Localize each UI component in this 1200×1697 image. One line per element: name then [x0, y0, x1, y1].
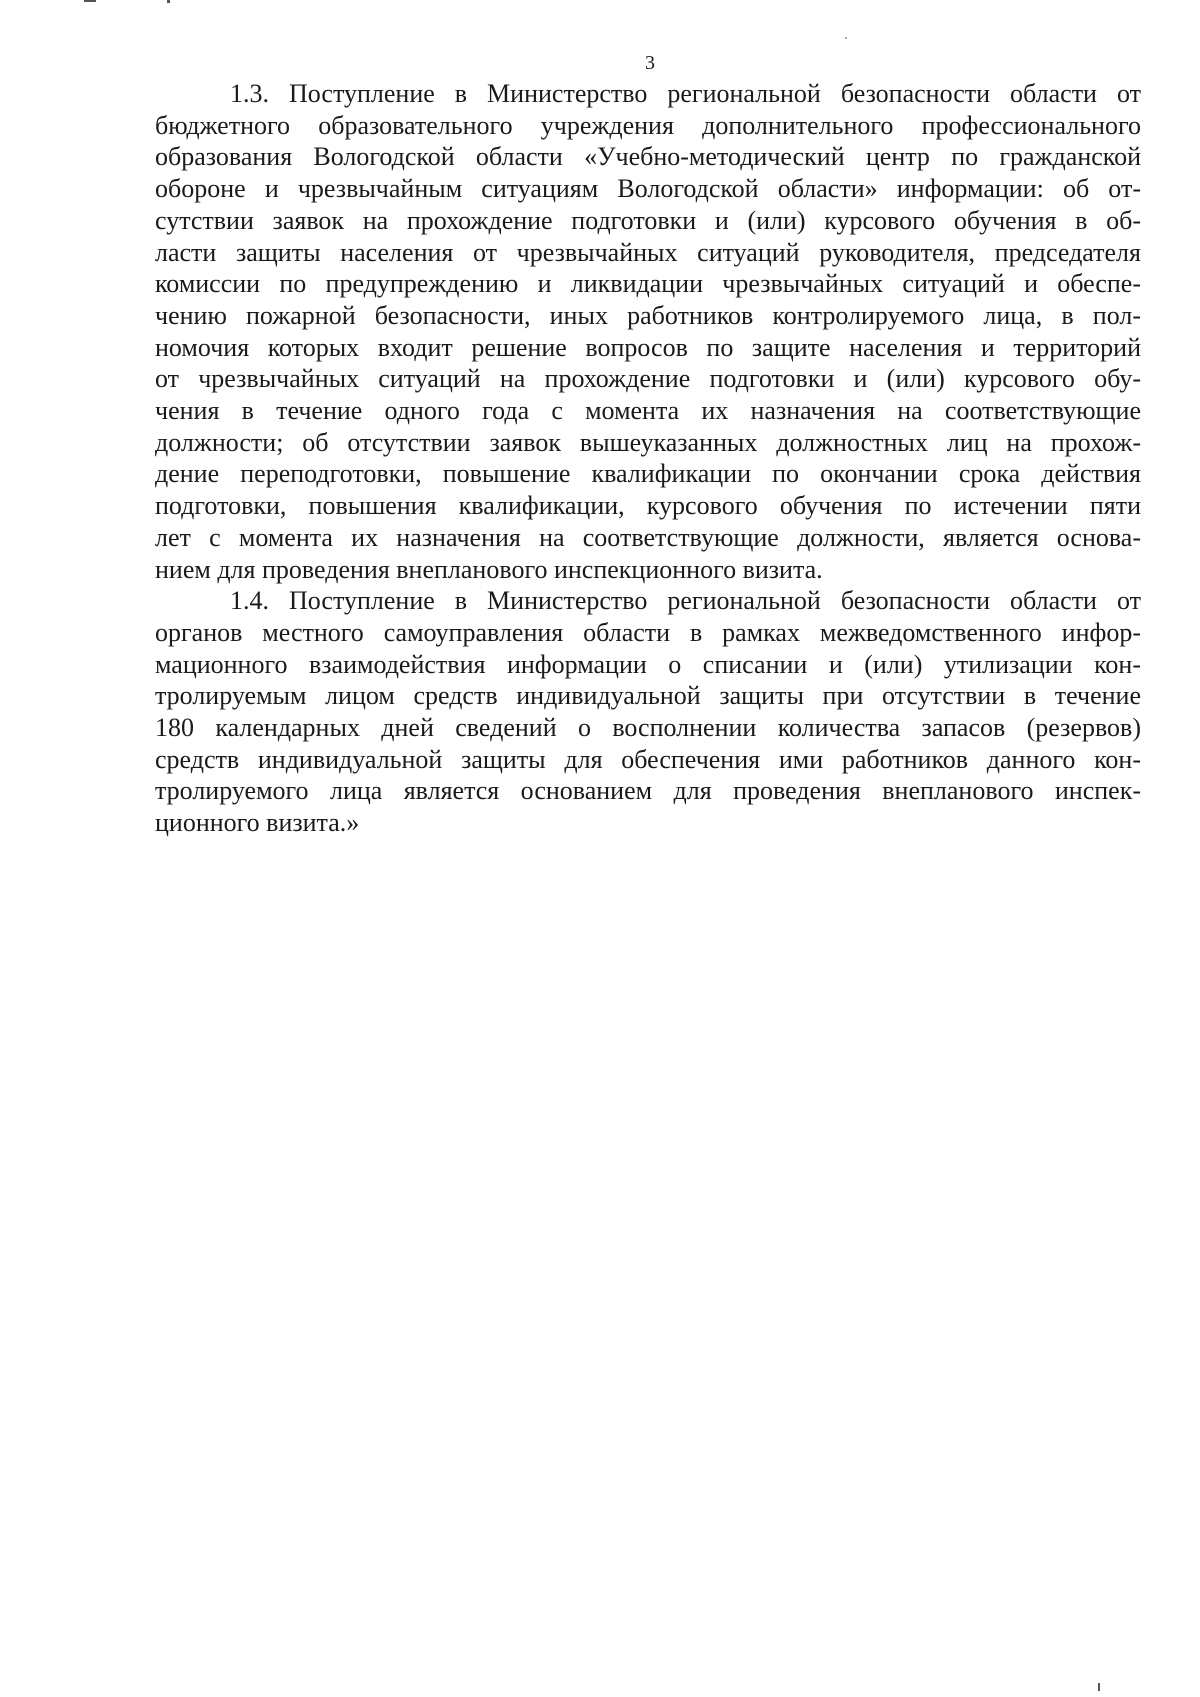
text-line: лет с момента их назначения на соответствующие должности, является основа-	[155, 522, 1141, 552]
text-line: тролируемым лицом средств индивидуальной защиты при отсутствии в течение	[155, 681, 1141, 711]
paragraph-1-4	[155, 585, 1141, 839]
text-line: бюджетного образовательного учреждения дополнительного профессионального	[155, 110, 1141, 140]
text-line: сутствии заявок на прохождение подготовки и (или) курсового обучения в об-	[155, 205, 1141, 235]
document-body	[155, 78, 1141, 839]
paragraph-1-3	[155, 78, 1141, 585]
text-line: 1.3. Поступление в Министерство региональной безопасности области от	[230, 79, 1141, 108]
text-line: образования Вологодской области «Учебно-методический центр по гражданской	[155, 142, 1141, 172]
text-line: комиссии по предупреждению и ликвидации чрезвычайных ситуаций и обеспе-	[155, 269, 1141, 299]
text-line: чения в течение одного года с момента их назначения на соответствующие	[155, 396, 1141, 426]
text-line: дение переподготовки, повышение квалификации по окончании срока действия	[155, 459, 1141, 489]
text-line: должности; об отсутствии заявок вышеуказанных должностных лиц на прохож-	[155, 427, 1141, 457]
text-line: ционного визита.»	[155, 808, 360, 838]
text-line: ласти защиты населения от чрезвычайных ситуаций руководителя, председателя	[155, 237, 1141, 267]
text-line: органов местного самоуправления области в рамках межведомственного инфор-	[155, 617, 1141, 647]
page-number: 3	[645, 52, 655, 74]
text-line: обороне и чрезвычайным ситуациям Вологодской области» информации: об от-	[155, 174, 1141, 204]
scan-artifact	[845, 37, 847, 39]
scan-artifact	[1098, 1683, 1100, 1691]
scan-artifact	[84, 0, 96, 2]
text-line: 1.4. Поступление в Министерство региональной безопасности области от	[230, 586, 1141, 616]
text-line: подготовки, повышения квалификации, курсового обучения по истечении пяти	[155, 491, 1141, 521]
text-line: средств индивидуальной защиты для обеспечения ими работников данного кон-	[155, 744, 1141, 774]
text-line: 180 календарных дней сведений о восполнении количества запасов (резервов)	[155, 713, 1141, 743]
scan-artifact	[167, 0, 170, 3]
text-line: нием для проведения внепланового инспекционного визита.	[155, 554, 823, 584]
text-line: чению пожарной безопасности, иных работников контролируемого лица, в пол-	[155, 300, 1141, 330]
text-line: номочия которых входит решение вопросов по защите населения и территорий	[155, 332, 1141, 362]
text-line: от чрезвычайных ситуаций на прохождение подготовки и (или) курсового обу-	[155, 364, 1141, 394]
text-line: мационного взаимодействия информации о списании и (или) утилизации кон-	[155, 649, 1141, 679]
text-line: тролируемого лица является основанием для проведения внепланового инспек-	[155, 776, 1141, 806]
